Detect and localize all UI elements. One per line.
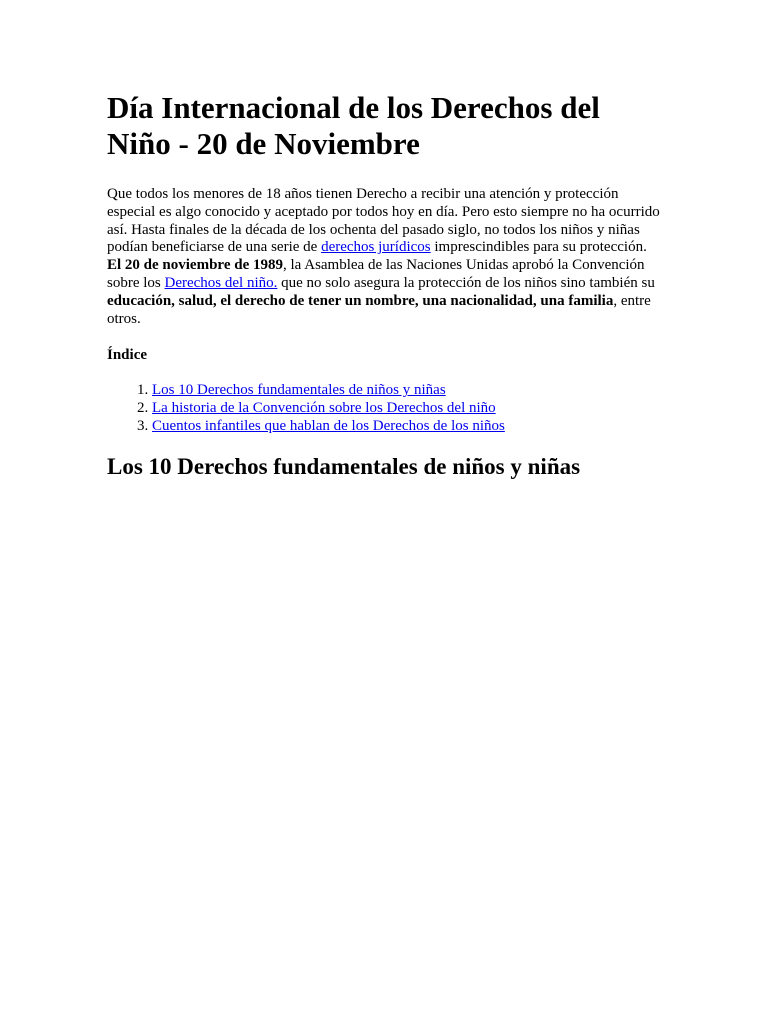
intro-text-3: , la Asamblea de las Naciones Unidas aprobó la Convención sobre los [107,257,645,291]
intro-text-4: que no solo asegura la protección de los niños sino también su [277,274,655,291]
index-link-cuentos-infantiles[interactable]: Cuentos infantiles que hablan de los Derechos de los niños [152,417,505,434]
index-item [152,418,663,436]
index-heading: Índice [107,347,148,364]
index-link-derechos-fundamentales[interactable]: Los 10 Derechos fundamentales de niños y niñas [152,382,446,399]
intro-bold-rights: educación, salud, el derecho de tener un nombre, una nacionalidad, una familia [107,292,614,309]
intro-text-1: Que todos los menores de 18 años tienen Derecho a recibir una atención y protección especial es algo conocido y aceptado por todos hoy en día. Pero esto siempre no ha ocurrido así. Hasta finales de la década de los ochenta del pasado siglo, no todos los niños y niñas podían beneficiarse de una serie de [107,186,660,256]
intro-bold-date: El 20 de noviembre de 1989 [107,257,283,274]
page-title: Día Internacional de los Derechos del Niño - 20 de Noviembre [107,90,600,161]
index-list [107,382,663,435]
index-link-historia-convencion[interactable]: La historia de la Convención sobre los Derechos del niño [152,400,496,417]
index-item [152,400,663,418]
index-item [152,382,663,400]
link-derechos-del-nino[interactable]: Derechos del niño. [164,274,278,291]
link-derechos-juridicos[interactable]: derechos jurídicos [321,239,431,256]
article [107,90,663,480]
intro-text-5: , entre otros. [107,292,651,327]
intro-text-2: imprescindibles para su protección. [430,239,647,256]
section-heading: Los 10 Derechos fundamentales de niños y niñas [107,453,581,479]
intro-paragraph [107,186,663,328]
